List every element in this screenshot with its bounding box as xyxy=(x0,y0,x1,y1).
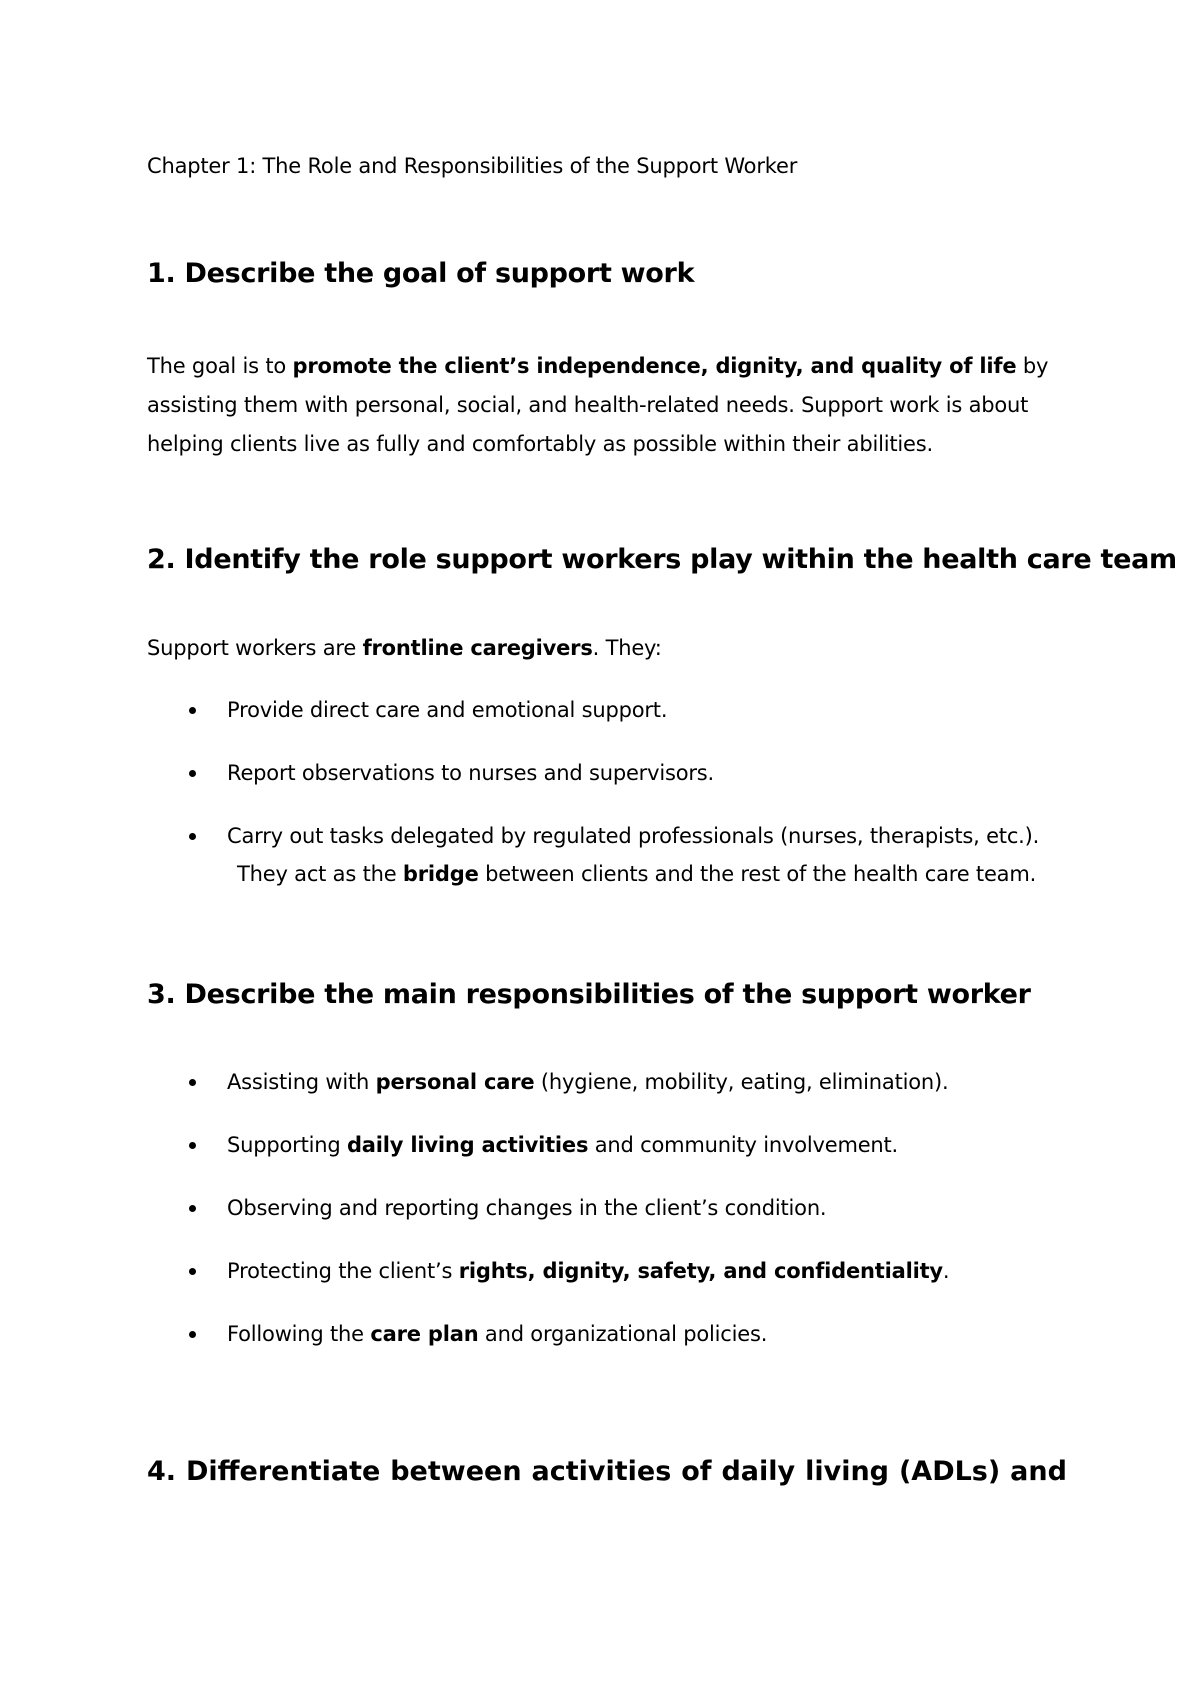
section-1-bold-text: promote the client’s independence, dignity, and quality of life xyxy=(292,354,1017,378)
list-item xyxy=(147,1067,948,1097)
bullet-icon xyxy=(189,1142,196,1149)
list-item xyxy=(147,821,1039,889)
bridge-sentence xyxy=(227,859,1039,889)
heading-word: between xyxy=(390,1456,522,1487)
bullet-icon xyxy=(189,1079,196,1086)
list-item-text-pre: Observing and reporting changes in the client’s condition. xyxy=(227,1196,827,1220)
bullet-icon xyxy=(189,707,196,714)
list-item xyxy=(147,1130,898,1160)
list-item-text: Carry out tasks delegated by regulated professionals (nurses, therapists, etc.). xyxy=(227,824,1040,848)
heading-word: Differentiate xyxy=(185,1456,381,1487)
bullet-icon xyxy=(189,1331,196,1338)
section-2-intro-text-2: . They: xyxy=(592,636,662,660)
bridge-text-2: between clients and the rest of the health care team. xyxy=(478,862,1037,886)
list-item-text-bold: rights, dignity, safety, and confidentiality xyxy=(458,1259,943,1283)
bullet-icon xyxy=(189,1205,196,1212)
section-2-heading: 2. Identify the role support workers play within the health care team xyxy=(147,544,1177,575)
list-item-text-post: (hygiene, mobility, eating, elimination). xyxy=(534,1070,949,1094)
list-item xyxy=(147,1319,767,1349)
bullet-icon xyxy=(189,770,196,777)
list-item xyxy=(147,758,714,788)
list-item-text: Provide direct care and emotional support. xyxy=(227,698,668,722)
list-item-text-pre: Assisting with xyxy=(227,1070,376,1094)
bullet-icon xyxy=(189,1268,196,1275)
bridge-text-1: They act as the xyxy=(237,862,403,886)
section-1-text-1: The goal is to xyxy=(147,354,293,378)
list-item-text-post: and organizational policies. xyxy=(478,1322,768,1346)
list-item xyxy=(147,1193,826,1223)
heading-word: activities xyxy=(531,1456,672,1487)
section-2-intro-bold: frontline caregivers xyxy=(362,636,593,660)
heading-word: and xyxy=(1010,1456,1067,1487)
chapter-title: Chapter 1: The Role and Responsibilities of the Support Worker xyxy=(147,154,798,178)
list-item-text-bold: daily living activities xyxy=(346,1133,589,1157)
list-item xyxy=(147,1256,949,1286)
list-item xyxy=(147,695,667,725)
bridge-bold: bridge xyxy=(402,862,479,886)
heading-word: (ADLs) xyxy=(898,1456,1001,1487)
heading-word: living xyxy=(805,1456,890,1487)
list-item-text-post: . xyxy=(942,1259,950,1283)
heading-word: of xyxy=(681,1456,712,1487)
list-item-text-post: and community involvement. xyxy=(588,1133,899,1157)
section-2-intro-text-1: Support workers are xyxy=(147,636,363,660)
section-4-heading xyxy=(147,1454,1067,1490)
section-2-intro xyxy=(147,633,662,663)
heading-word: daily xyxy=(721,1456,796,1487)
section-1-heading: 1. Describe the goal of support work xyxy=(147,258,695,289)
list-item-text-pre: Supporting xyxy=(227,1133,347,1157)
list-item-text: Report observations to nurses and supervisors. xyxy=(227,761,715,785)
section-3-heading: 3. Describe the main responsibilities of the support worker xyxy=(147,979,1031,1010)
bullet-icon xyxy=(189,833,196,840)
section-1-text-2: by assisting them with personal, social, and health-related needs. Support work is about helping clients live as fully and comfortably as possible within their abilities. xyxy=(147,354,1049,456)
section-1-paragraph xyxy=(147,347,1067,464)
list-item-text-pre: Protecting the client’s xyxy=(227,1259,459,1283)
list-item-text-pre: Following the xyxy=(227,1322,371,1346)
list-item-text-bold: care plan xyxy=(370,1322,479,1346)
heading-word: 4. xyxy=(147,1456,177,1487)
list-item-text-bold: personal care xyxy=(375,1070,535,1094)
